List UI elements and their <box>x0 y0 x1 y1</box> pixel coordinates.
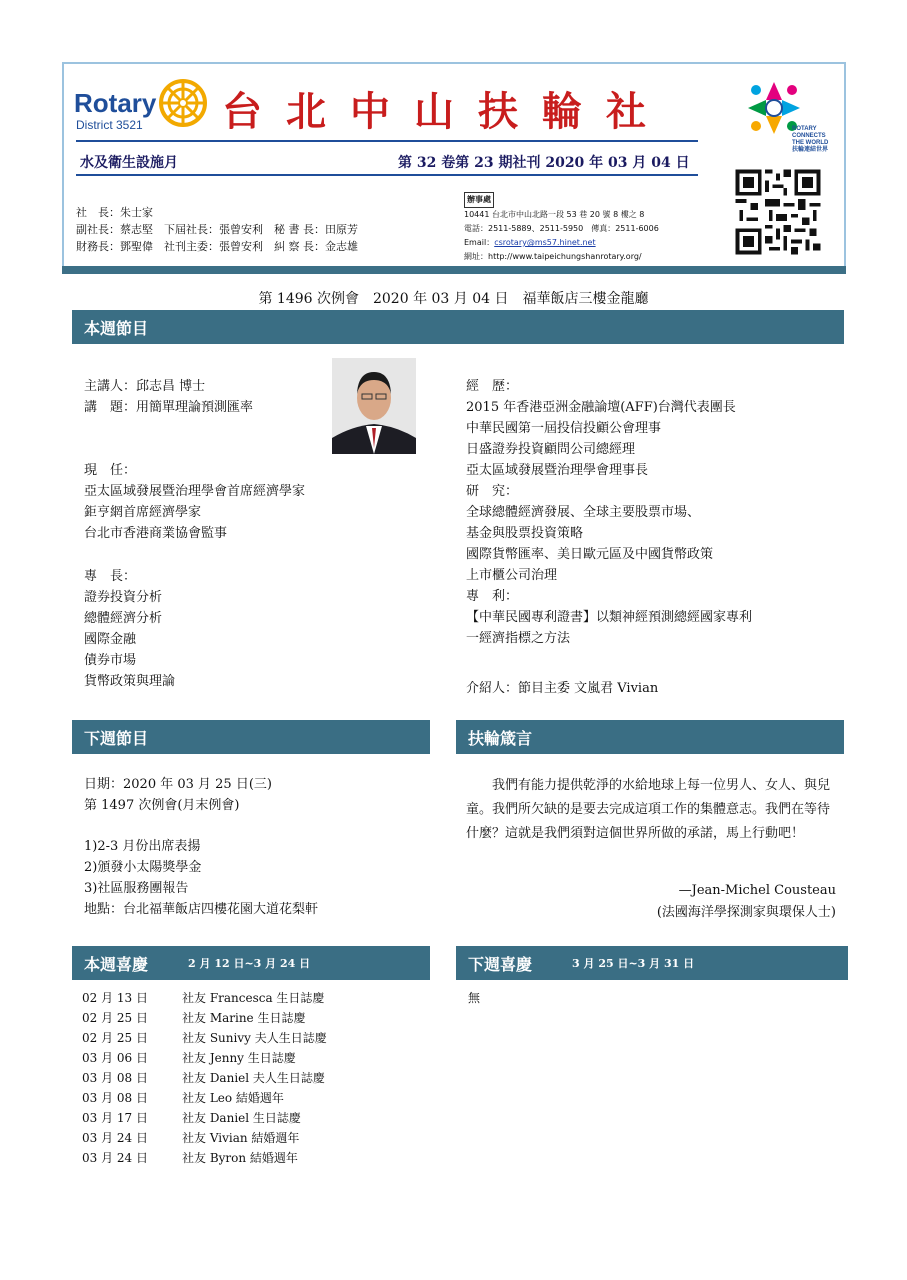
expertise-item: 債券市場 <box>84 653 137 668</box>
experience-label: 經 歷： <box>466 379 519 394</box>
section-bar-this-week <box>72 310 844 344</box>
next-week-item: 3)社區服務團報告 <box>84 881 189 896</box>
motto-quote: 我們有能力提供乾淨的水給地球上每一位男人、女人、與兒童。我們所欠缺的是要去完成這項工作的集體意志。我們在等待什麼？這就是我們須對這個世界所做的承諾，馬上行動吧！ <box>466 778 831 841</box>
section-title: 下週喜慶 <box>468 954 533 974</box>
current-label: 現 任： <box>84 463 137 478</box>
celebration-row: 03 月 06 日 社友 Jenny 生日誌慶 <box>82 1051 296 1065</box>
club-name: 台北中山扶輪社 <box>222 89 670 135</box>
celebration-list <box>82 988 327 1168</box>
experience-item: 2015 年香港亞洲金融論壇(AFF)台灣代表團長 <box>466 400 736 415</box>
officers-line: 財務長：鄧聖偉 社刊主委：張曾安利 糾 察 長：金志雄 <box>76 240 358 253</box>
current-item: 鉅亨網首席經濟學家 <box>84 505 202 520</box>
next-week-meeting: 第 1497 次例會(月末例會) <box>84 798 240 813</box>
section-title: 本週節目 <box>84 318 149 338</box>
current-item: 亞太區域發展暨治理學會首席經濟學家 <box>84 484 306 499</box>
office-phone: 電話：2511-5889、2511-5950 傳真：2511-6006 <box>464 224 659 233</box>
introducer: 介紹人：節目主委 文嵐君 Vivian <box>466 681 659 696</box>
office-email-link[interactable]: csrotary@ms57.hinet.net <box>494 238 596 247</box>
celebration-range: 2 月 12 日~3 月 24 日 <box>188 957 311 970</box>
current-positions <box>84 460 305 544</box>
section-bar-next-week <box>72 720 430 754</box>
expertise-item: 總體經濟分析 <box>84 611 163 626</box>
patent-item: 【中華民國專利證書】以類神經預測總經國家專利 <box>466 610 753 625</box>
experience-item: 日盛證券投資顧問公司總經理 <box>466 442 636 457</box>
celebration-row: 02 月 13 日 社友 Francesca 生日誌慶 <box>82 991 325 1005</box>
section-bar-motto <box>456 720 844 754</box>
patent-item: 一經濟指標之方法 <box>466 631 571 646</box>
next-week-info <box>84 774 272 816</box>
section-bar-this-week-celebrations <box>72 946 430 980</box>
next-week-item: 1)2-3 月份出席表揚 <box>84 839 201 854</box>
expertise-item: 貨幣政策與理論 <box>84 674 176 689</box>
office-info <box>464 192 659 264</box>
office-address: 10441 台北市中山北路一段 53 巷 20 號 8 樓之 8 <box>464 210 645 219</box>
month-theme: 水及衛生設施月 <box>80 155 178 171</box>
celebration-row: 03 月 08 日 社友 Daniel 夫人生日誌慶 <box>82 1071 325 1085</box>
next-week-items <box>84 836 318 920</box>
motto-author-block <box>466 880 836 924</box>
officers-list <box>76 204 358 255</box>
speaker-portrait-image <box>332 358 416 454</box>
section-bar-next-week-celebrations <box>456 946 848 980</box>
expertise-list <box>84 566 175 692</box>
next-celebration-text: 無 <box>468 991 481 1005</box>
next-week-date: 日期：2020 年 03 月 25 日(三) <box>84 777 272 792</box>
celebration-row: 03 月 24 日 社友 Vivian 結婚週年 <box>82 1131 300 1145</box>
expertise-label: 專 長： <box>84 569 137 584</box>
office-web[interactable]: 網址：http://www.taipeichungshanrotary.org/ <box>464 252 642 261</box>
expertise-item: 證券投資分析 <box>84 590 163 605</box>
qr-code <box>732 166 824 258</box>
officers-line: 社 長：朱士家 <box>76 206 153 219</box>
celebration-range: 3 月 25 日~3 月 31 日 <box>572 957 695 970</box>
experience-item: 亞太區域發展暨治理學會理事長 <box>466 463 649 478</box>
rotary-logo-text: Rotary <box>74 88 157 118</box>
celebration-row: 03 月 17 日 社友 Daniel 生日誌慶 <box>82 1111 301 1125</box>
rotary-wheel-icon <box>158 78 208 128</box>
header-divider-2 <box>76 174 698 176</box>
motto-author-desc: (法國海洋學探測家與環保人士) <box>656 905 836 920</box>
meeting-line: 第 1496 次例會 2020 年 03 月 04 日 福華飯店三樓金龍廳 <box>258 291 649 307</box>
speaker-name: 主講人：邱志昌 博士 <box>84 379 206 394</box>
celebration-row: 03 月 08 日 社友 Leo 結婚週年 <box>82 1091 284 1105</box>
celebration-row: 03 月 24 日 社友 Byron 結婚週年 <box>82 1151 298 1165</box>
expertise-item: 國際金融 <box>84 632 137 647</box>
speaker-photo <box>332 358 416 454</box>
research-item: 全球總體經濟發展、全球主要股票市場、 <box>466 505 701 520</box>
header-divider <box>76 140 698 142</box>
research-item: 基金與股票投資策略 <box>466 526 584 541</box>
experience-list <box>466 376 752 649</box>
celebration-row: 02 月 25 日 社友 Marine 生日誌慶 <box>82 1011 306 1025</box>
research-item: 上市櫃公司治理 <box>466 568 558 583</box>
office-email-label: Email： <box>464 238 495 247</box>
section-title: 下週節目 <box>84 728 149 748</box>
office-label: 辦事處 <box>464 192 494 208</box>
officers-line: 副社長：蔡志堅 下屆社長：張曾安利 秘 書 長：田原芳 <box>76 223 358 236</box>
experience-item: 中華民國第一屆投信投顧公會理事 <box>466 421 662 436</box>
next-week-location: 地點：台北福華飯店四樓花園大道花梨軒 <box>84 902 319 917</box>
research-item: 國際貨幣匯率、美日歐元區及中國貨幣政策 <box>466 547 714 562</box>
next-week-item: 2)頒發小太陽獎學金 <box>84 860 202 875</box>
section-title: 扶輪箴言 <box>468 728 533 748</box>
issue-info: 第 32 卷第 23 期社刊 2020 年 03 月 04 日 <box>398 155 690 171</box>
motto-author: —Jean-Michel Cousteau <box>678 883 836 898</box>
patent-label: 專 利： <box>466 589 519 604</box>
research-label: 研 究： <box>466 484 519 499</box>
speech-topic: 講 題：用簡單理論預測匯率 <box>84 400 254 415</box>
rc-logo-text: ROTARY CONNECTS THE WORLD 扶輪連結世界 <box>792 126 829 153</box>
current-item: 台北市香港商業協會監事 <box>84 526 228 541</box>
speaker-info <box>84 376 253 418</box>
celebration-row: 02 月 25 日 社友 Sunivy 夫人生日誌慶 <box>82 1031 327 1045</box>
section-title: 本週喜慶 <box>84 954 149 974</box>
header-bottom-strip <box>62 266 846 274</box>
district-label: District 3521 <box>76 118 143 132</box>
